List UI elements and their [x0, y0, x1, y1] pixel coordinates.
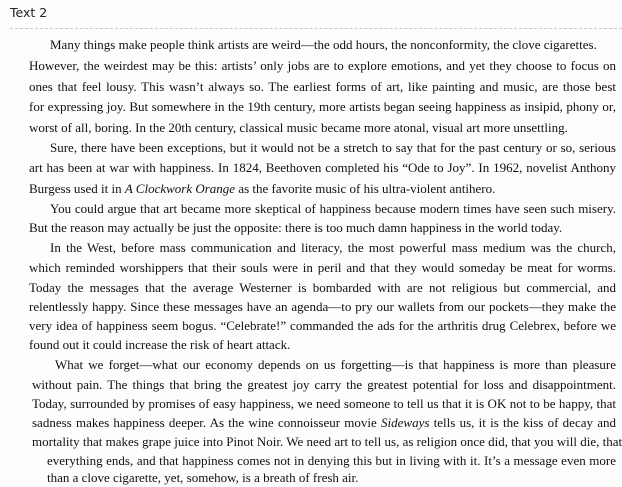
line-text: as the favorite music of his ultra-violent antihero. — [235, 181, 496, 196]
line-text: tells us, it is the kiss of decay and — [429, 415, 616, 430]
paragraph-4-line-5: very idea of happiness seem bogus. “Celebrate!” commanded the ads for the arthritis drug Celebrex, before we — [29, 318, 616, 333]
paragraph-5-line-2: without pain. The things that bring the greatest joy carry the greatest potential for loss and disappointment. — [32, 377, 616, 392]
paragraph-5-line-6: everything ends, and that happiness comes not in denying this but in living with it. It’s a message even more — [47, 453, 616, 468]
paragraph-5-line-5: mortality that makes grape juice into Pinot Noir. We need art to tell us, as religion once did, that you will die, that — [32, 434, 622, 449]
line-text: sadness makes happiness deeper. As the wine connoisseur movie — [32, 415, 382, 430]
paragraph-5-line-4 — [32, 415, 616, 431]
paragraph-1-line-5: worst of all, boring. In the 20th century, classical music became more atonal, visual art more unsettling. — [29, 120, 568, 135]
book-title: A Clockwork Orange — [124, 181, 236, 196]
paragraph-3-line-2: But the reason may actually be just the opposite: there is too much damn happiness in the world today. — [29, 220, 563, 235]
paragraph-1-line-4: for expressing joy. But somewhere in the 19th century, more artists began seeing happiness as insipid, phony or, — [29, 99, 616, 114]
paragraph-2-line-3 — [29, 181, 495, 197]
paragraph-4-line-1: In the West, before mass communication and literacy, the most powerful mass medium was the church, — [50, 240, 616, 255]
line-text: Burgess used it in — [29, 181, 125, 196]
paragraph-5-line-1: What we forget—what our economy depends on us forgetting—is that happiness is more than pleasure — [55, 357, 616, 372]
paragraph-4-line-4: relentlessly happy. Since these messages have an agenda—to pry our wallets from our pockets—they make the — [29, 299, 616, 314]
paragraph-2-line-2: art has been at war with happiness. In 1824, Beethoven completed his “Ode to Joy”. In 1962, novelist Anthony — [29, 160, 616, 175]
paragraph-4-line-2: which reminded worshippers that their souls were in peril and that they would someday be meat for worms. — [29, 260, 616, 275]
paragraph-2-line-1: Sure, there have been exceptions, but it would not be a stretch to say that for the past century or so, serious — [50, 140, 616, 155]
paragraph-5-line-7: than a clove cigarette, yet, somehow, is a breath of fresh air. — [47, 470, 359, 485]
movie-title: Sideways — [381, 415, 430, 430]
paragraph-1-line-1: Many things make people think artists are weird—the odd hours, the nonconformity, the clove cigarettes. — [50, 37, 597, 52]
paragraph-1-line-2: However, the weirdest may be this: artists’ only jobs are to explore emotions, and yet they choose to focus on — [29, 58, 616, 73]
paragraph-5-line-3: Today, surrounded by promises of easy happiness, we need someone to tell us that it is OK not to be happy, that — [32, 396, 616, 411]
paragraph-3-line-1: You could argue that art became more skeptical of happiness because modern times have seen such misery. — [50, 201, 616, 216]
paragraph-4-line-3: Today the messages that the average Westerner is bombarded with are not religious but commercial, and — [29, 280, 616, 295]
paragraph-4-line-6: found out it could increase the risk of heart attack. — [29, 337, 291, 352]
section-title: Text 2 — [10, 5, 48, 20]
paragraph-1-line-3: ones that feel lousy. This wasn’t always so. The earliest forms of art, like painting and music, are those best — [29, 79, 616, 94]
